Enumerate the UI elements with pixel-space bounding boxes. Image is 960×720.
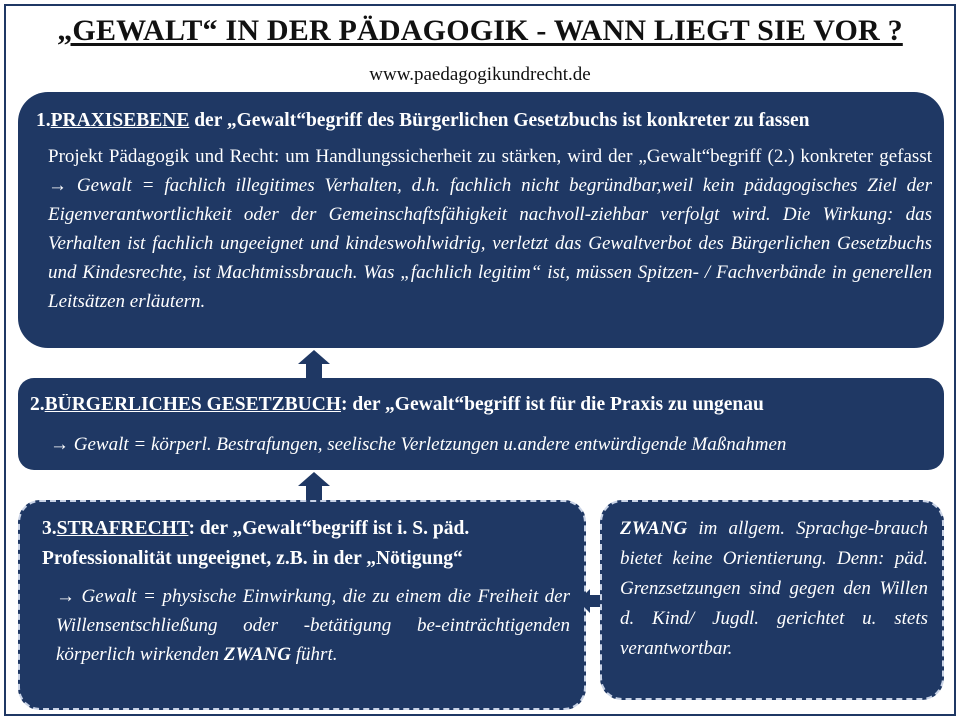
bgb-text: → Gewalt = körperl. Bestrafungen, seelische Verletzungen u.andere entwürdigende Maßnahmen <box>50 434 787 455</box>
zwang-text-body: im allgem. Sprachge-brauch bietet keine Orientierung. Denn: päd. Grenzsetzungen sind gegen den Willen d. Kind/ Jugdl. gerichtet u. stets verantwortbar. <box>620 518 928 659</box>
praxisebene-box <box>18 92 944 348</box>
praxisebene-keyword: PRAXISEBENE <box>50 110 190 131</box>
strafrecht-text-before: → Gewalt = physische Einwirkung, die zu einem die Freiheit der Willensentschließung oder -betätigung be-einträchtigenden körperlich wirkenden <box>56 586 570 665</box>
praxisebene-header-text: der „Gewalt“begriff des Bürgerlichen Gesetzbuchs ist konkreter zu fassen <box>189 110 810 131</box>
strafrecht-header-text: : der „Gewalt“begriff ist i. S. päd. Professionalität ungeeignet, z.B. in der „Nötigung“ <box>42 518 470 569</box>
zwang-text <box>620 514 928 664</box>
praxisebene-header <box>36 110 932 132</box>
strafrecht-box <box>18 500 586 710</box>
bgb-header-text: : der „Gewalt“begriff ist für die Praxis zu ungenau <box>341 394 764 415</box>
bgb-number: 2. <box>30 394 45 415</box>
zwang-keyword: ZWANG <box>620 518 688 539</box>
strafrecht-text <box>34 582 570 669</box>
arrow-up-icon <box>294 472 334 500</box>
strafrecht-header <box>34 514 570 574</box>
strafrecht-text-bold: ZWANG <box>223 644 292 665</box>
bgb-header <box>30 394 932 416</box>
praxisebene-text <box>36 142 932 316</box>
buergerliches-gesetzbuch-box <box>18 378 944 470</box>
bgb-keyword: BÜRGERLICHES GESETZBUCH <box>44 394 342 415</box>
praxisebene-text-plain: Projekt Pädagogik und Recht: um Handlungssicherheit zu stärken, wird der „Gewalt“begriff (2.) konkreter gefasst → <box>48 146 932 196</box>
arrow-up-icon <box>294 350 334 378</box>
page-title: „GEWALT“ IN DER PÄDAGOGIK - WANN LIEGT SIE VOR ? <box>57 14 903 47</box>
strafrecht-keyword: STRAFRECHT <box>56 518 189 539</box>
strafrecht-text-after: führt. <box>291 644 338 665</box>
zwang-box <box>600 500 944 700</box>
praxisebene-text-italic: Gewalt = fachlich illegitimes Verhalten, d.h. fachlich nicht begründbar,weil kein pädagogisches Ziel der Eigenverantwortlichkeit oder der Gemeinschaftsfähigkeit nachvoll-ziehbar verfolgt wird. Die Wirkung: das Verhalten ist fachlich ungeeignet und kindeswohlwidrig, verletzt das Gewaltverbot des Bürgerlichen Gesetzbuchs und Kindesrechte, ist Machtmissbrauch. Was „fachlich legitim“ ist, müssen Spitzen- / Fachverbände in generellen Leitsätzen erläutern. <box>48 175 932 312</box>
source-url: www.paedagogikundrecht.de <box>369 64 591 85</box>
praxisebene-number: 1. <box>36 110 51 131</box>
strafrecht-number: 3. <box>42 518 57 539</box>
